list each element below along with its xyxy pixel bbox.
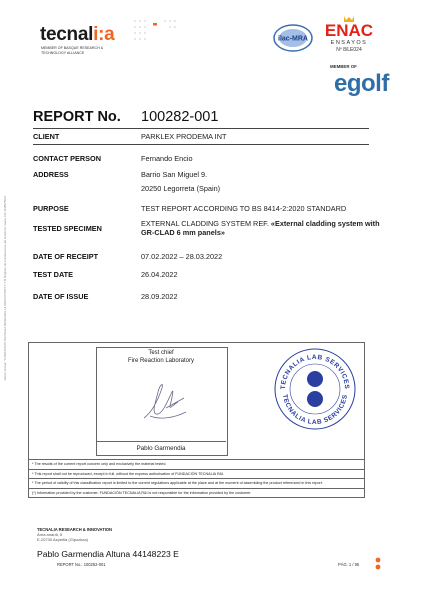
title-divider — [33, 128, 369, 129]
date-of-issue-value: 28.09.2022 — [141, 292, 178, 301]
signatory-lab: Fire Reaction Laboratory — [127, 357, 195, 364]
enac-number: Nº 8/LE024 — [336, 47, 362, 53]
footer-address-line1: Área anardi, 5 — [37, 532, 63, 537]
footnote: * This report shall not be reproduced, except in full, without the express authorisation of FUNDACIÓN TECNALIA R&I. — [29, 469, 364, 479]
test-date-value: 26.04.2022 — [141, 270, 178, 279]
side-registration-text: Razón Social: "FUNDACION TECNALIA RESEARCH & INNOVATION" F.T.B Registro de Fundaciones del Gobierno Vasco CIF G48975037 — [3, 195, 7, 381]
contact-person-label: CONTACT PERSON — [33, 154, 101, 163]
address-line1: Barrio San Miguel 9. — [141, 170, 208, 179]
date-of-issue-label: DATE OF ISSUE — [33, 292, 89, 301]
address-line2: 20250 Legorreta (Spain) — [141, 184, 221, 193]
contact-person-value: Fernando Encio — [141, 154, 193, 163]
page-number: PÁG. 1 / 95 — [338, 562, 360, 567]
tecnalia-logo — [40, 24, 114, 46]
footnote: * The period of validity of this classification report is limited to the current regulations applicable at the place and at the moment of assembling the product referenced in this report. — [29, 478, 364, 488]
client-label: CLIENT — [33, 132, 60, 141]
ilac-text: ilac-MRA — [278, 35, 308, 43]
footer-report-ref: REPORT No.: 100282-001 — [57, 562, 106, 567]
ilac-mra-logo-icon — [273, 24, 313, 52]
enac-subtitle: ENSAYOS — [330, 40, 368, 46]
footnote: (*) Information provided by the customer. FUNDACIÓN TECNALIA R&I is not responsible for the information provided by the customer. — [29, 488, 364, 498]
report-number-value: 100282-001 — [141, 109, 219, 125]
footnote: * The results of the current report concern only and exclusively the material tested. — [29, 459, 364, 469]
logo-main-text: tecnal — [40, 24, 94, 45]
digital-signature-line: Pablo Garmendia Altuna 44148223 E — [37, 549, 179, 559]
logo-subtitle: MEMBER OF BASQUE RESEARCH & TECHNOLOGY ALLIANCE — [41, 46, 104, 55]
report-number-label: REPORT No. — [33, 109, 121, 125]
row-divider — [33, 144, 369, 145]
client-value: PARKLEX PRODEMA INT — [141, 132, 227, 141]
tested-specimen-label: TESTED SPECIMEN — [33, 224, 102, 233]
footnotes — [28, 459, 365, 498]
date-of-receipt-label: DATE OF RECEIPT — [33, 252, 99, 261]
enac-logo-icon — [316, 16, 382, 58]
specimen-plain-text: EXTERNAL CLADDING SYSTEM REF. — [141, 219, 271, 228]
specimen-bold-text: «External cladding system with GR-CLAD 6 mm panels» — [141, 219, 380, 237]
purpose-label: PURPOSE — [33, 204, 69, 213]
footer-organization: TECNALIA RESEARCH & INNOVATION — [37, 527, 112, 532]
stamp-bottom-text: TECNALIA LAB SERVICES — [281, 393, 349, 427]
signatory-name: Pablo Garmendia — [136, 445, 186, 452]
logo-accent-text: i:a — [93, 24, 115, 45]
test-date-label: TEST DATE — [33, 270, 73, 279]
signatory-title — [96, 350, 226, 365]
tecnalia-lab-services-stamp-icon — [272, 346, 358, 432]
address-label: ADDRESS — [33, 170, 69, 179]
enac-title: ENAC — [324, 21, 374, 40]
signature-divider — [96, 441, 226, 442]
handwritten-signature-icon — [138, 378, 190, 424]
footer-address-line2: E-20730 Azpeitia (Gipuzkoa) — [37, 537, 88, 542]
decorative-dots-icon — [133, 19, 177, 45]
purpose-value: TEST REPORT ACCORDING TO BS 8414-2:2020 STANDARD — [141, 204, 347, 213]
member-of-label: MEMBER OF — [330, 64, 357, 69]
egolf-logo: egolf — [334, 70, 389, 97]
stamp-top-text: TECNALIA LAB SERVICES — [279, 353, 351, 390]
footer-address — [37, 532, 88, 542]
footer-dots-icon — [374, 557, 382, 571]
date-of-receipt-value: 07.02.2022 – 28.03.2022 — [141, 252, 223, 261]
tested-specimen-value — [141, 219, 381, 237]
signatory-role: Test chief — [148, 350, 174, 356]
